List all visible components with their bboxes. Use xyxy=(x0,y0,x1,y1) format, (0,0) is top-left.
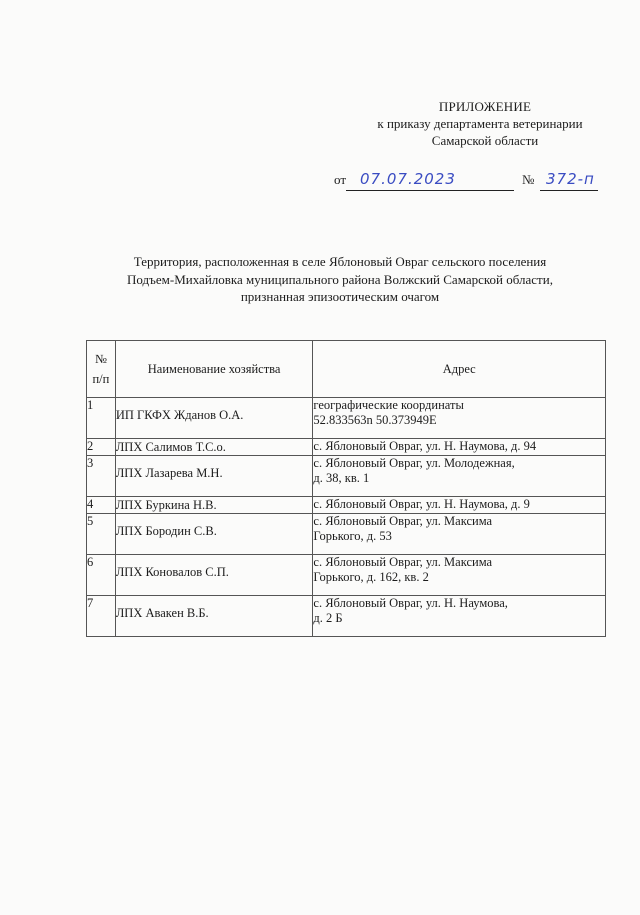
row-name: ИП ГКФХ Жданов О.А. xyxy=(115,398,313,439)
row-name: ЛПХ Буркина Н.В. xyxy=(115,497,313,514)
order-number: 372-п xyxy=(546,170,595,188)
table-row xyxy=(87,456,606,497)
row-address xyxy=(313,456,606,497)
farms-table xyxy=(86,340,606,637)
appendix-subtitle-line2: Самарской области xyxy=(431,133,539,148)
row-num: 3 xyxy=(87,456,116,497)
document-title-line1: Территория, расположенная в селе Яблоновый Овраг сельского поселения xyxy=(133,254,547,269)
header-num-top: № xyxy=(94,352,107,366)
row-address-line2: д. 38, кв. 1 xyxy=(313,471,370,485)
table-header-row xyxy=(87,341,606,398)
appendix-title: ПРИЛОЖЕНИЕ xyxy=(438,99,532,114)
appendix-subtitle-line1: к приказу департамента ветеринарии xyxy=(377,116,583,131)
row-name: ЛПХ Лазарева М.Н. xyxy=(115,456,313,497)
row-name: ЛПХ Коновалов С.П. xyxy=(115,555,313,596)
row-address-line1: с. Яблоновый Овраг, ул. Н. Наумова, д. 94 xyxy=(313,439,537,453)
row-num: 1 xyxy=(87,398,116,439)
row-address-line2: Горького, д. 53 xyxy=(313,529,392,543)
row-num: 6 xyxy=(87,555,116,596)
document-title-line3: признанная эпизоотическим очагом xyxy=(240,289,440,304)
order-date: 07.07.2023 xyxy=(360,170,456,188)
header-address: Адрес xyxy=(313,341,606,398)
row-address xyxy=(313,398,606,439)
table-row xyxy=(87,596,606,637)
table-row xyxy=(87,497,606,514)
row-num: 2 xyxy=(87,439,116,456)
table-row xyxy=(87,514,606,555)
row-num: 5 xyxy=(87,514,116,555)
table-row xyxy=(87,398,606,439)
order-date-field xyxy=(346,172,514,191)
row-name: ЛПХ Салимов Т.С.о. xyxy=(115,439,313,456)
row-address xyxy=(313,555,606,596)
row-address xyxy=(313,514,606,555)
row-num: 7 xyxy=(87,596,116,637)
row-address-line1: географические координаты xyxy=(313,398,464,412)
row-address-line1: с. Яблоновый Овраг, ул. Н. Наумова, xyxy=(313,596,508,610)
table-row xyxy=(87,555,606,596)
appendix-header xyxy=(340,98,630,149)
order-number-label: № xyxy=(522,172,535,187)
row-address xyxy=(313,596,606,637)
row-name: ЛПХ Авакен В.Б. xyxy=(115,596,313,637)
table-row xyxy=(87,439,606,456)
row-address-line2: 52.833563n 50.373949E xyxy=(313,413,437,427)
row-address-line2: Горького, д. 162, кв. 2 xyxy=(313,570,429,584)
row-address-line1: с. Яблоновый Овраг, ул. Молодежная, xyxy=(313,456,515,470)
row-name: ЛПХ Бородин С.В. xyxy=(115,514,313,555)
order-from-label: от xyxy=(334,172,347,187)
document-title-line2: Подъем-Михайловка муниципального района Волжский Самарской области, xyxy=(127,271,553,287)
order-number-field xyxy=(540,172,598,191)
row-address-line1: с. Яблоновый Овраг, ул. Н. Наумова, д. 9 xyxy=(313,497,530,511)
header-num xyxy=(87,341,116,398)
row-address xyxy=(313,439,606,456)
row-address xyxy=(313,497,606,514)
header-name: Наименование хозяйства xyxy=(115,341,313,398)
row-address-line2: д. 2 Б xyxy=(313,611,343,625)
row-address-line1: с. Яблоновый Овраг, ул. Максима xyxy=(313,514,493,528)
document-title xyxy=(80,253,600,306)
header-num-bottom: п/п xyxy=(92,372,110,386)
row-address-line1: с. Яблоновый Овраг, ул. Максима xyxy=(313,555,493,569)
row-num: 4 xyxy=(87,497,116,514)
